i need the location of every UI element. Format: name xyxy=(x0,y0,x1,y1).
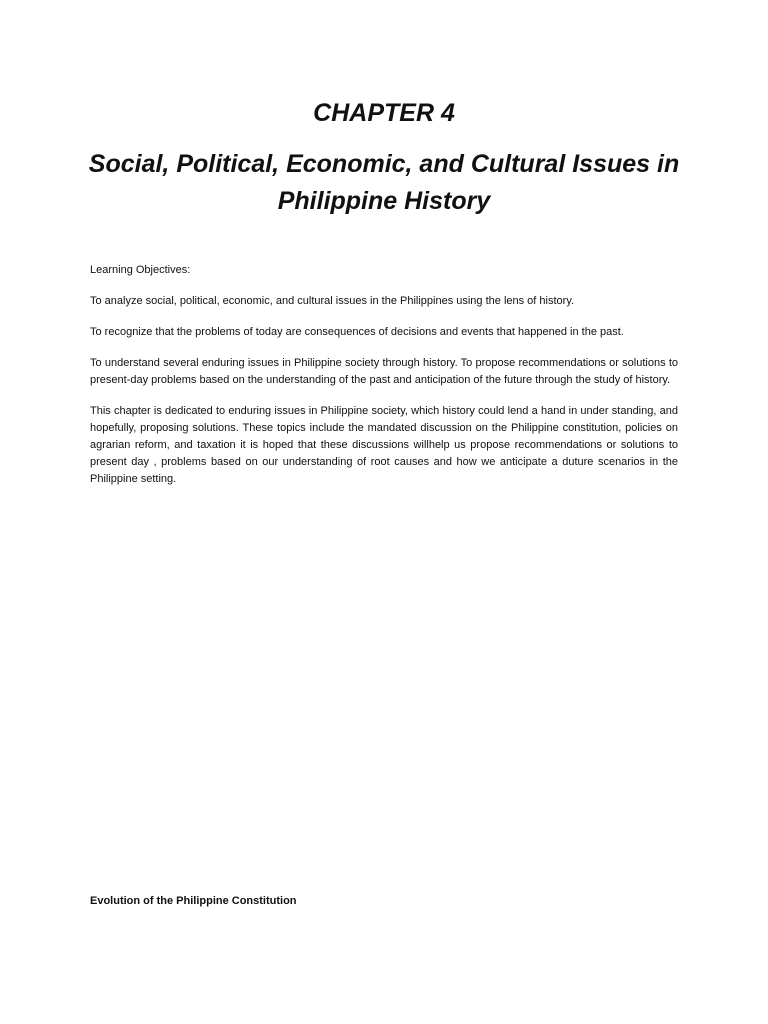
chapter-subtitle: Social, Political, Economic, and Cultural Issues in Philippine History xyxy=(88,150,680,215)
intro-paragraph: This chapter is dedicated to enduring issues in Philippine society, which history could lend a hand in under standing, and hopefully, proposing solutions. These topics include the mandated discussion on the Philippine constitution, policies on agrarian reform, and taxation it is hoped that these discussions willhelp us propose recommendations or solutions to present day , problems based on our understanding of root causes and how we anticipate a duture scenarios in the Philippine setting. xyxy=(90,405,678,485)
learning-objectives-heading: Learning Objectives: xyxy=(90,264,191,276)
section-heading: Evolution of the Philippine Constitution xyxy=(90,895,297,907)
objective-analyze: To analyze social, political, economic, and cultural issues in the Philippines using the lens of history. xyxy=(90,295,575,307)
chapter-title: CHAPTER 4 xyxy=(313,99,455,127)
objective-recognize: To recognize that the problems of today are consequences of decisions and events that happened in the past. xyxy=(90,326,624,338)
objective-understand: To understand several enduring issues in Philippine society through history. To propose recommendations or solutions to present-day problems based on the understanding of the past and anticipation of the future through the study of history. xyxy=(90,357,678,386)
document-body xyxy=(90,262,678,502)
